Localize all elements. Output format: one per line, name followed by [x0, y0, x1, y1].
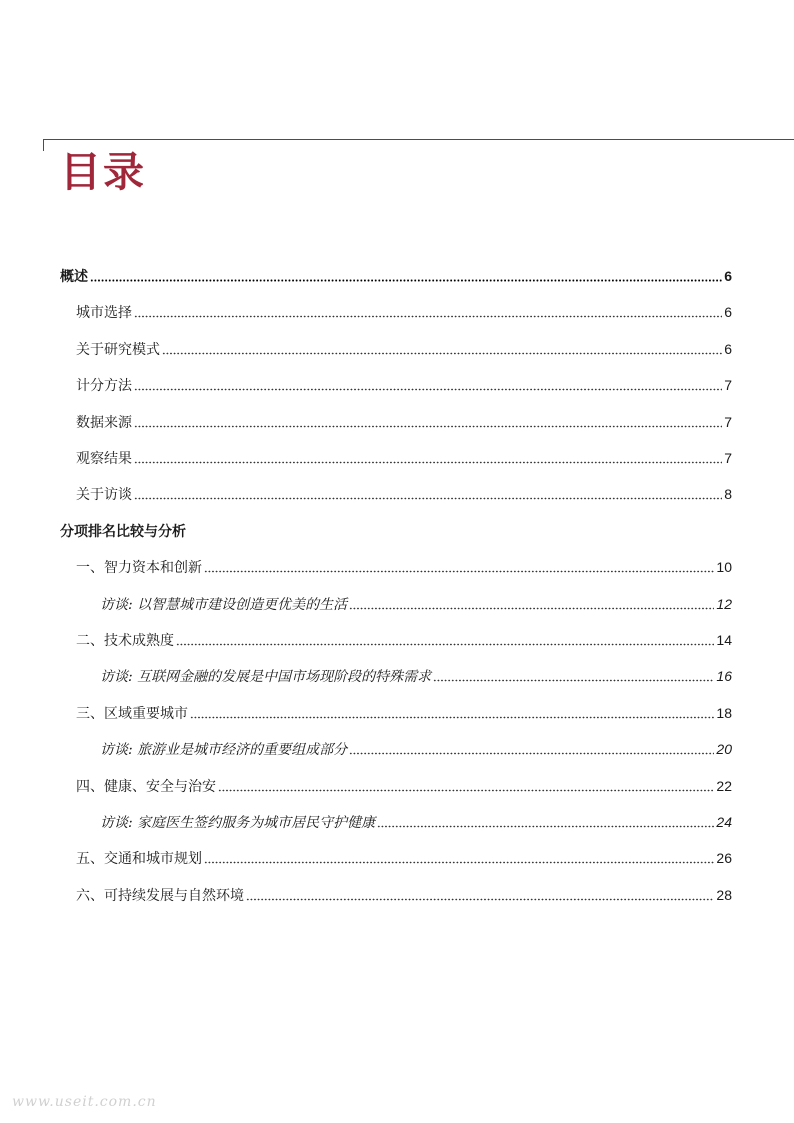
toc-entry[interactable] — [60, 877, 732, 913]
toc-dot-leader — [433, 669, 714, 683]
toc-entry[interactable] — [60, 731, 732, 767]
toc-entry-label: 观察结果 — [76, 451, 132, 467]
toc-entry-page-number: 14 — [716, 632, 732, 648]
toc-entry-label: 城市选择 — [76, 305, 132, 322]
toc-entry[interactable] — [60, 768, 732, 804]
toc-dot-leader — [90, 269, 722, 283]
toc-dot-leader — [176, 633, 714, 647]
toc-entry-label: 关于研究模式 — [76, 341, 160, 358]
toc-entry-label: 五、交通和城市规划 — [76, 851, 202, 868]
toc-entry-label: 访谈: 互联网金融的发展是中国市场现阶段的特殊需求 — [100, 669, 432, 686]
toc-entry[interactable] — [60, 258, 732, 294]
toc-entry[interactable] — [60, 331, 732, 367]
toc-entry-label: 二、技术成熟度 — [76, 633, 174, 649]
toc-entry-page-number: 28 — [716, 886, 732, 903]
toc-dot-leader — [162, 342, 722, 356]
toc-entry-page-number: 24 — [716, 814, 732, 830]
toc-dot-leader — [134, 305, 722, 319]
toc-entry-page-number: 22 — [716, 777, 732, 794]
toc-entry-label: 四、健康、安全与治安 — [76, 778, 216, 795]
toc-entry[interactable] — [60, 294, 732, 330]
toc-entry-label: 关于访谈 — [76, 487, 132, 504]
toc-entry-page-number: 8 — [724, 486, 732, 503]
toc-entry-page-number: 12 — [716, 595, 732, 612]
toc-dot-leader — [134, 487, 722, 501]
toc-entry-label: 计分方法 — [76, 378, 132, 395]
toc-entry-page-number: 10 — [716, 559, 732, 576]
toc-entry-label: 访谈: 以智慧城市建设创造更优美的生活 — [100, 596, 348, 613]
toc-entry-page-number: 6 — [724, 304, 732, 321]
toc-entry-page-number: 6 — [724, 268, 732, 284]
toc-entry[interactable] — [60, 404, 732, 440]
toc-entry-label: 三、区域重要城市 — [76, 705, 188, 722]
toc-dot-leader — [349, 742, 714, 756]
toc-entry-page-number: 7 — [724, 413, 732, 430]
toc-entry-page-number: 18 — [716, 704, 732, 721]
toc-entry[interactable] — [60, 513, 732, 549]
toc-dot-leader — [204, 851, 714, 865]
toc-dot-leader — [190, 706, 714, 720]
toc-entry-label: 访谈: 旅游业是城市经济的重要组成部分 — [100, 742, 348, 759]
toc-entry-label: 访谈: 家庭医生签约服务为城市居民守护健康 — [100, 815, 376, 831]
toc-entry[interactable] — [60, 586, 732, 622]
toc-dot-leader — [134, 415, 722, 429]
watermark: www.useit.com.cn — [12, 1094, 157, 1110]
page-title: 目录 — [60, 148, 146, 196]
toc-entry-page-number: 20 — [716, 741, 732, 758]
toc-entry[interactable] — [60, 622, 732, 658]
toc-dot-leader — [134, 378, 722, 392]
toc-dot-leader — [377, 815, 714, 829]
toc-entry-page-number: 16 — [716, 668, 732, 685]
toc-entry-label: 一、智力资本和创新 — [76, 560, 202, 577]
toc-dot-leader — [246, 888, 714, 902]
toc-entry[interactable] — [60, 367, 732, 403]
header-rule — [43, 139, 794, 140]
toc-entry[interactable] — [60, 440, 732, 476]
toc-entry[interactable] — [60, 840, 732, 876]
toc-entry-label: 六、可持续发展与自然环境 — [76, 887, 244, 904]
toc-entry-label: 分项排名比较与分析 — [60, 523, 186, 540]
toc-entry-page-number: 7 — [724, 450, 732, 466]
toc-entry[interactable] — [60, 476, 732, 512]
toc-entry[interactable] — [60, 804, 732, 840]
toc-entry[interactable] — [60, 549, 732, 585]
toc-entry[interactable] — [60, 658, 732, 694]
toc-entry-page-number: 7 — [724, 377, 732, 394]
toc-dot-leader — [349, 597, 714, 611]
toc-entry-label: 数据来源 — [76, 414, 132, 431]
toc-dot-leader — [134, 451, 722, 465]
toc-entry[interactable] — [60, 695, 732, 731]
toc-entry-page-number: 26 — [716, 850, 732, 867]
toc-entry-page-number: 6 — [724, 340, 732, 357]
toc-dot-leader — [204, 560, 714, 574]
header-rule-tick — [43, 139, 44, 151]
toc-dot-leader — [218, 779, 714, 793]
toc-entry-label: 概述 — [60, 269, 88, 285]
